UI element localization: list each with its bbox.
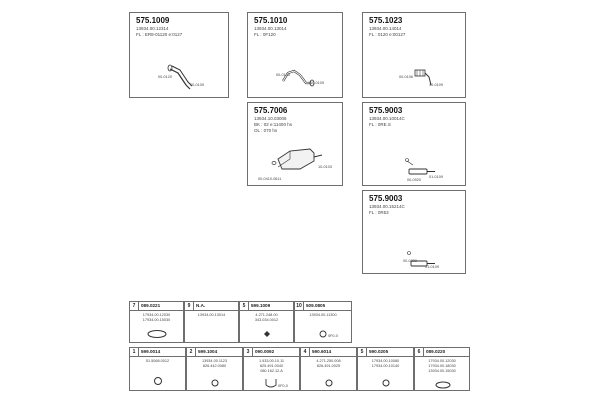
- part-index: 6: [415, 348, 424, 356]
- part-index: 10: [295, 302, 304, 310]
- u-bolt-clamp-icon: [244, 348, 301, 392]
- part-label: 00-0410-0611: [258, 177, 282, 181]
- panel-ref-line: 13934.00.13014: [254, 26, 287, 31]
- part-ref: 17934.00.12030: [142, 313, 171, 317]
- part-ref: 080.162.12.A: [260, 369, 283, 373]
- part-label: 01-0109: [425, 265, 439, 269]
- diagram-panel-575-1009: [129, 12, 229, 98]
- part-cell: [129, 301, 184, 343]
- part-label: 10-0109: [429, 83, 443, 87]
- panel-number: 575.1010: [254, 16, 288, 25]
- ring-icon: [301, 348, 358, 392]
- panel-fit-line: FL : 0RE.S: [369, 122, 391, 127]
- part-index: 7: [130, 302, 139, 310]
- part-code: 599.0014: [141, 349, 161, 354]
- panel-number: 575.9003: [369, 194, 403, 203]
- part-index: 3: [244, 348, 253, 356]
- part-code: 590.0205: [369, 349, 389, 354]
- clamp-ring-icon: [295, 302, 353, 344]
- panel-fit-line: FL : 0F120: [254, 32, 276, 37]
- part-code: 089.0221: [141, 303, 161, 308]
- part-ref: 13934.00.1123: [201, 359, 228, 363]
- part-code: 089.0220: [426, 349, 446, 354]
- part-ref: 13934.00.15030: [428, 369, 456, 373]
- diagram-panel-575-1010: [247, 12, 343, 98]
- panel-ref-line: 13934.00.15214C: [369, 204, 405, 209]
- part-label: 00-0103: [276, 73, 290, 77]
- part-label: 00-0106: [399, 75, 413, 79]
- part-cell: [129, 347, 186, 391]
- part-ref: 17934.00.10140: [371, 364, 400, 368]
- part-ref: 17934.00.15030: [142, 318, 171, 322]
- part-label: 00-0809: [403, 259, 417, 263]
- part-ref: 13934.00.11300: [309, 313, 337, 317]
- ring-icon: [130, 348, 187, 392]
- part-ref: 343.034.0012: [254, 318, 279, 322]
- part-index: 5: [240, 302, 249, 310]
- part-label: 10-0103: [318, 165, 332, 169]
- ring-icon: [358, 348, 415, 392]
- part-code: 599.1004: [198, 349, 218, 354]
- part-cell: [300, 347, 357, 391]
- part-ref: 51.5068.0012: [145, 359, 170, 363]
- part-index: 1: [130, 348, 139, 356]
- panel-fit-line: BK : 02 e:11400 hs: [254, 122, 292, 127]
- part-code: 509.0805: [306, 303, 326, 308]
- part-ref: 17934.00.18030: [428, 364, 456, 368]
- clamp-icon: [240, 302, 295, 344]
- part-ref: 825.491.0040: [259, 364, 284, 368]
- panel-ref-line: 13934.00.14014: [369, 26, 402, 31]
- part-ref: 4.271.250.008: [316, 359, 341, 363]
- part-label: 0F0-0: [328, 334, 338, 338]
- part-index: 2: [187, 348, 196, 356]
- part-label: 0F0-0: [278, 384, 288, 388]
- part-label: 01-0109: [429, 175, 443, 179]
- panel-ref-line: 13934.10.03006: [254, 116, 287, 121]
- exhaust-pipe-drawing: [130, 13, 230, 99]
- part-ref: 826.442.0080: [202, 364, 227, 368]
- part-label: 00-0920: [407, 178, 421, 182]
- part-code: 590.6014: [312, 349, 332, 354]
- ring-icon: [187, 348, 244, 392]
- panel-ref-line: 13934.00.12314: [136, 26, 169, 31]
- tailpipe-drawing: [363, 103, 467, 187]
- panel-fit-line: FL : 0R53: [369, 210, 389, 215]
- part-cell: [357, 347, 414, 391]
- part-cell: [414, 347, 470, 391]
- flex-pipe-drawing: [363, 13, 467, 99]
- part-ref: 1.933.00.10.11: [258, 359, 285, 363]
- part-label: 10-0109: [310, 81, 324, 85]
- gasket-ring-icon: [415, 348, 471, 392]
- downpipe-drawing: [248, 13, 344, 99]
- silencer-drawing: [248, 103, 344, 187]
- part-ref: 17934.00.12030: [428, 359, 456, 363]
- part-label: 00-0120: [158, 75, 172, 79]
- panel-fit-line: FL : 0120 e:00127: [369, 32, 406, 37]
- part-index: 4: [301, 348, 310, 356]
- part-ref: 17934.00.10080: [371, 359, 400, 363]
- part-label: 10-0109: [190, 83, 204, 87]
- part-ref: 13934.00.13014: [197, 313, 226, 317]
- panel-number: 575.9003: [369, 106, 403, 115]
- part-cell: [243, 347, 300, 391]
- part-index: 9: [185, 302, 194, 310]
- diagram-panel-575-9003-a: [362, 102, 466, 186]
- part-code: 599.1009: [251, 303, 271, 308]
- diagram-panel-575-1023: [362, 12, 466, 98]
- panel-ref-line: 13934.00.10014C: [369, 116, 405, 121]
- part-code: N.A.: [196, 303, 206, 308]
- panel-number: 575.1023: [369, 16, 403, 25]
- part-cell: [186, 347, 243, 391]
- part-index: 5: [358, 348, 367, 356]
- panel-extra-line: OL : 070 hs: [254, 128, 278, 133]
- gasket-ring-icon: [130, 302, 185, 344]
- part-ref: 826.491.0025: [316, 364, 341, 368]
- part-code: 090.0092: [255, 349, 275, 354]
- diagram-panel-575-7006: [247, 102, 343, 186]
- part-cell: [184, 301, 239, 343]
- panel-number: 575.1009: [136, 16, 170, 25]
- diagram-panel-575-9003-b: [362, 190, 466, 274]
- panel-fit-line: FL : ER8-01120 e:0127: [136, 32, 183, 37]
- panel-number: 575.7006: [254, 106, 288, 115]
- part-cell: [294, 301, 352, 343]
- part-ref: 4.271.248.00: [255, 313, 278, 317]
- part-cell: [239, 301, 294, 343]
